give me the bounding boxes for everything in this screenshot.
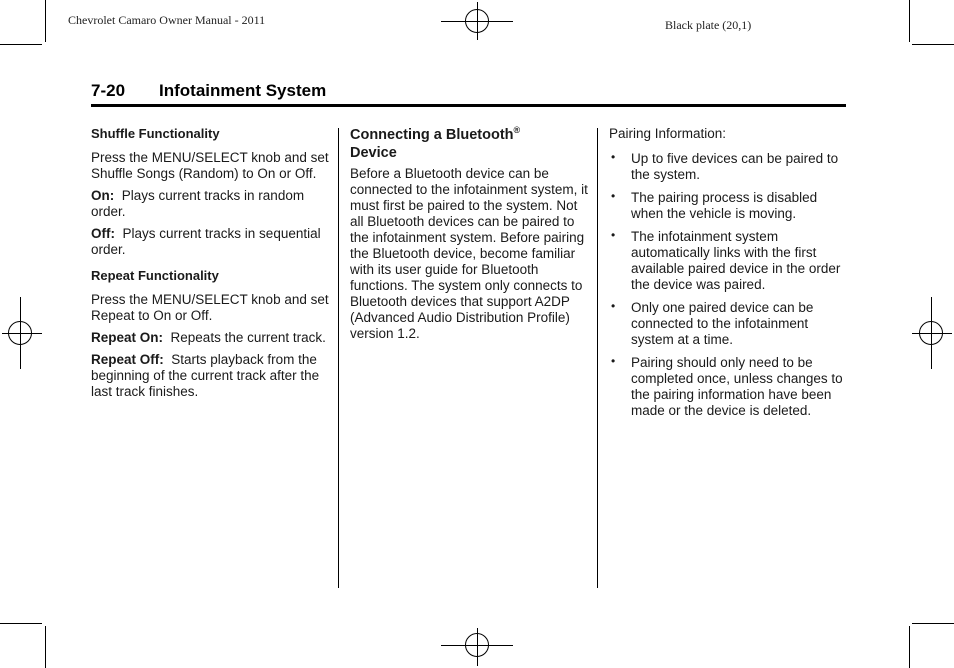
- crop-mark: [45, 0, 46, 42]
- pairing-intro: Pairing Information:: [609, 126, 727, 141]
- section-title: Infotainment System: [159, 81, 327, 100]
- list-item-text: Up to five devices can be paired to the system.: [631, 151, 839, 182]
- list-item-text: The pairing process is disabled when the vehicle is moving.: [631, 190, 818, 221]
- crop-mark: [912, 623, 954, 624]
- term: On:: [91, 188, 115, 203]
- paragraph: Before a Bluetooth device can be connected to the infotainment system, it must first be paired to the system. Not all Bluetooth devices can be paired to the infotainment system. Before pairing the Bluetooth device, become familiar with its user guide for Bluetooth functions. The system only connects to Bluetooth devices that support A2DP (Advanced Audio Distribution Profile) version 1.2.: [350, 166, 588, 341]
- definition-repeat-off: [91, 352, 331, 400]
- crop-mark: [0, 623, 42, 624]
- bullet-list: [609, 151, 849, 419]
- bullet-icon: •: [611, 228, 616, 242]
- crop-mark: [909, 626, 910, 668]
- column-divider: [597, 128, 598, 588]
- definition: Plays current tracks in sequential order.: [91, 226, 321, 257]
- registered-mark: ®: [513, 125, 521, 136]
- definition: Repeats the current track.: [170, 330, 326, 345]
- crop-mark: [0, 44, 42, 45]
- subheading-shuffle: Shuffle Functionality: [91, 126, 220, 141]
- bullet-icon: •: [611, 150, 616, 164]
- bullet-icon: •: [611, 299, 616, 313]
- crop-mark: [45, 626, 46, 668]
- bullet-icon: •: [611, 189, 616, 203]
- list-item: [609, 190, 849, 222]
- column-middle: [350, 126, 590, 348]
- list-item-text: Pairing should only need to be completed once, unless changes to the pairing information have been made or the device is deleted.: [631, 355, 843, 418]
- bullet-icon: •: [611, 354, 616, 368]
- paragraph: Press the MENU/SELECT knob and set Shuffle Songs (Random) to On or Off.: [91, 150, 329, 181]
- definition-on: [91, 188, 331, 220]
- column-right: [609, 126, 849, 426]
- crop-mark: [909, 0, 910, 42]
- subheading-repeat: Repeat Functionality: [91, 268, 219, 283]
- heading-text: Connecting a Bluetooth: [350, 127, 514, 143]
- heading-text: Device: [350, 145, 397, 161]
- manual-title: Chevrolet Camaro Owner Manual - 2011: [68, 13, 266, 27]
- list-item-text: Only one paired device can be connected to the infotainment system at a time.: [631, 300, 814, 347]
- column-left: [91, 126, 331, 406]
- term: Repeat Off:: [91, 352, 164, 367]
- subheading-bluetooth: [350, 126, 590, 162]
- term: Repeat On:: [91, 330, 164, 345]
- list-item: [609, 300, 849, 348]
- list-item: [609, 229, 849, 293]
- list-item: [609, 355, 849, 419]
- crop-mark: [912, 44, 954, 45]
- section-header: [91, 80, 846, 107]
- page-number: 7-20: [91, 81, 126, 100]
- paragraph: Press the MENU/SELECT knob and set Repeat to On or Off.: [91, 292, 329, 323]
- definition: Starts playback from the beginning of the current track after the last track finishes.: [91, 352, 320, 399]
- list-item: [609, 151, 849, 183]
- definition-off: [91, 226, 331, 258]
- column-divider: [338, 128, 339, 588]
- definition-repeat-on: [91, 330, 331, 346]
- term: Off:: [91, 226, 115, 241]
- plate-label: Black plate (20,1): [665, 18, 752, 32]
- list-item-text: The infotainment system automatically links with the first available paired device in the order the device was paired.: [631, 229, 841, 292]
- definition: Plays current tracks in random order.: [91, 188, 305, 219]
